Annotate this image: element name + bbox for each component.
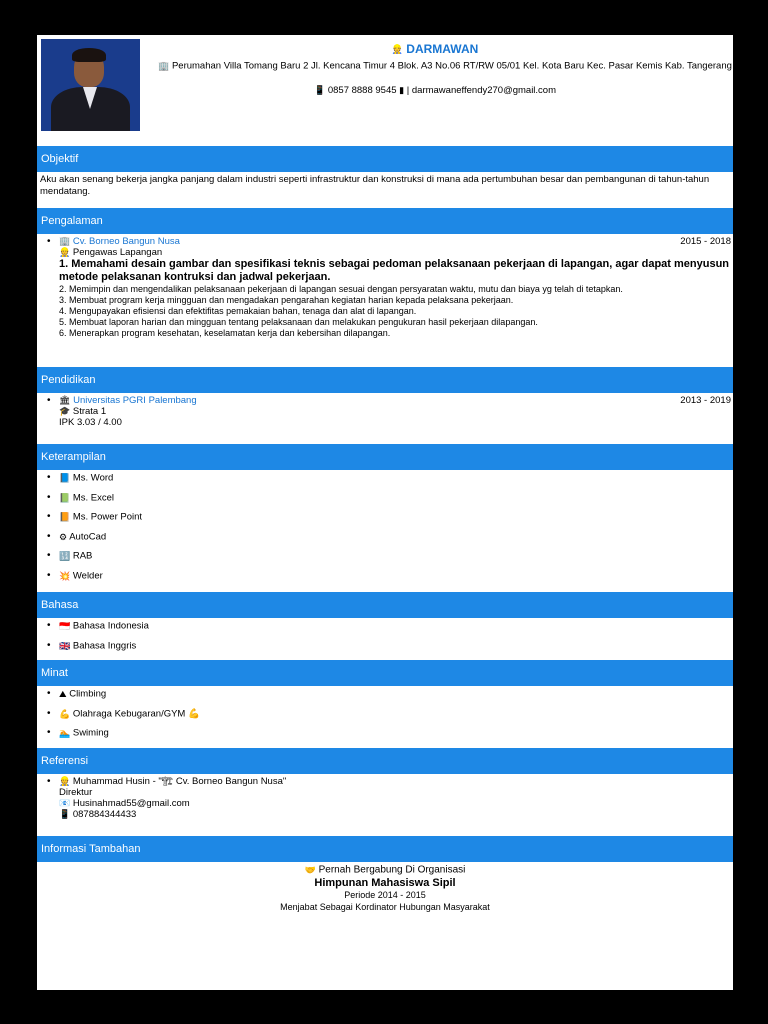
reference-phone: 087884344433 [72,809,137,821]
skill-label: Ms. Power Point [72,511,143,523]
skill-label: Ms. Excel [72,492,115,504]
education-ipk: IPK 3.03 / 4.00 [59,417,122,429]
building-icon: 🏗 [161,776,174,786]
language-item [37,620,733,640]
skill-label: AutoCad [69,531,107,543]
worker-icon: 👷 [59,247,71,258]
mountain-icon: ⛰ [59,689,67,699]
section-pengalaman-header: Pengalaman [37,208,733,234]
university-icon: 🏛 [59,395,71,405]
skill-label: Welder [72,570,103,582]
person-icon: 👷 [59,776,71,786]
email-icon: 📧 [59,798,71,809]
spark-icon: 💥 [59,570,71,581]
language-item [37,640,733,660]
experience-company[interactable]: Cv. Borneo Bangun Nusa [72,236,180,248]
education-degree: Strata 1 [72,406,107,418]
interest-item [37,708,733,728]
reference-item: • 👷 Muhammad Husin - "🏗 Cv. Borneo Bangun Nusa" [37,776,733,787]
skill-label: Ms. Word [72,472,114,484]
experience-period: 2015 - 2018 [680,236,731,247]
swimmer-icon: 🏊 [59,728,71,738]
reference-details [37,787,733,820]
experience-role: Pengawas Lapangan [72,247,163,259]
language-label: Bahasa Indonesia [72,620,149,632]
muscle-icon: 💪 [59,708,71,719]
interest-item [37,727,733,747]
reference-email-line [59,798,733,809]
duty-2: 2. Memimpin dan mengendalikan pelaksanaan pekerjaan di lapangan sesuai dengan persyaratan waktu, mutu dan biaya yg telah di tetapkan. [59,284,623,295]
education-item [37,395,733,428]
gear-icon: ⚙ [59,531,68,542]
education-degree-line [59,406,733,417]
office-icon: 🏢 [59,236,71,246]
address: Perumahan Villa Tomang Baru 2 Jl. Kencana Timur 4 Blok. A3 No.06 RT/RW 05/01 Kel. Kota Baru Kec. Pasar Kemis Kab. Tangerang [171,60,732,72]
skill-item [37,550,733,570]
profile-photo [41,39,140,131]
indonesia-flag-icon: 🇮🇩 [59,621,71,631]
section-keterampilan-header: Keterampilan [37,444,733,470]
objective-text: Aku akan senang bekerja jangka panjang dalam industri seperti infrastruktur dan konstruksi di mana ada pertumbuhan besar dan pembangunan di tahun-tahun mendatang. [40,174,710,197]
interest-label: Climbing [69,688,107,700]
language-label: Bahasa Inggris [72,640,137,652]
duty-3: 3. Membuat program kerja mingguan dan mengadakan pengarahan kegiatan harian kepada pelaksana pekerjaan. [59,295,514,306]
reference-company: Cv. Borneo Bangun Nusa [175,776,283,788]
handshake-icon: 🤝 [304,865,316,875]
section-informasi-header: Informasi Tambahan [37,836,733,862]
phone: 0857 8888 9545 [327,85,397,97]
interest-label: Olahraga Kebugaran/GYM 💪 [72,708,200,720]
interest-item [37,688,733,708]
resume-page [37,35,733,990]
reference-position: Direktur [59,787,93,799]
address-line [157,60,733,73]
graduation-cap-icon: 🎓 [59,406,71,417]
additional-line1 [37,864,733,877]
skill-item [37,531,733,551]
candidate-name: DARMAWAN [406,42,479,56]
education-section [37,393,733,444]
word-icon: 📘 [59,473,71,483]
skills-section [37,470,733,592]
section-bahasa-header: Bahasa [37,592,733,618]
organization-intro: Pernah Bergabung Di Organisasi [318,864,466,876]
education-school[interactable]: Universitas PGRI Palembang [73,395,197,407]
section-pendidikan-header: Pendidikan [37,367,733,393]
reference-email[interactable]: Husinahmad55@gmail.com [72,798,190,810]
numbers-icon: 🔢 [59,551,71,561]
section-objektif-header: Objektif [37,146,733,172]
phone-icon: 📱 [313,85,326,95]
uk-flag-icon: 🇬🇧 [59,640,71,651]
phone-icon: 📱 [59,809,71,820]
skill-label: RAB [72,550,93,562]
interest-label: Swiming [72,727,109,739]
powerpoint-icon: 📙 [59,512,71,522]
candidate-name-line [137,42,733,56]
section-minat-header: Minat [37,660,733,686]
building-icon: 🏢 [158,61,170,71]
skill-item [37,570,733,590]
email[interactable]: darmawaneffendy270@gmail.com [411,85,557,97]
reference-section [37,774,733,836]
languages-section [37,618,733,660]
additional-info-section [37,862,733,913]
excel-icon: 📗 [59,492,71,503]
skill-item [37,492,733,512]
reference-name: Muhammad Husin - [72,776,156,788]
skill-item [37,511,733,531]
duty-5: 5. Membuat laporan harian dan mingguan tentang pelaksanaan dan melakukan pengukuran hasil pekerjaan dilapangan. [59,317,538,328]
person-icon: 👷 [391,44,403,55]
reference-phone-line [59,809,733,820]
header [37,35,733,139]
duty-6: 6. Menerapkan program kesehatan, keselamatan kerja dan kebersihan dilapangan. [59,328,391,339]
contact-line: 📱 0857 8888 9545 ▮ | darmawaneffendy270@gmail.com [313,85,557,97]
organization-position: Menjabat Sebagai Kordinator Hubungan Masyarakat [280,901,490,912]
organization-period: Periode 2014 - 2015 [344,889,426,900]
organization-name: Himpunan Mahasiswa Sipil [314,876,456,889]
duty-4: 4. Mengupayakan efisiensi dan efektifitas pemakaian bahan, tenaga dan alat di lapangan. [59,306,417,317]
education-period: 2013 - 2019 [680,395,731,406]
separator-icon: ▮ [399,85,405,95]
skill-item [37,472,733,492]
experience-role-line [59,247,733,258]
experience-item [37,236,733,339]
section-referensi-header: Referensi [37,748,733,774]
interests-section [37,686,733,748]
duty-1: 1. Memahami desain gambar dan spesifikasi teknis sebagai pedoman pelaksanaan pekerjaan di lapangan, agar dapat menyusun metode pelaksanan kontruksi dan jadwal pekerjaan. [59,258,730,284]
experience-section [37,234,733,367]
